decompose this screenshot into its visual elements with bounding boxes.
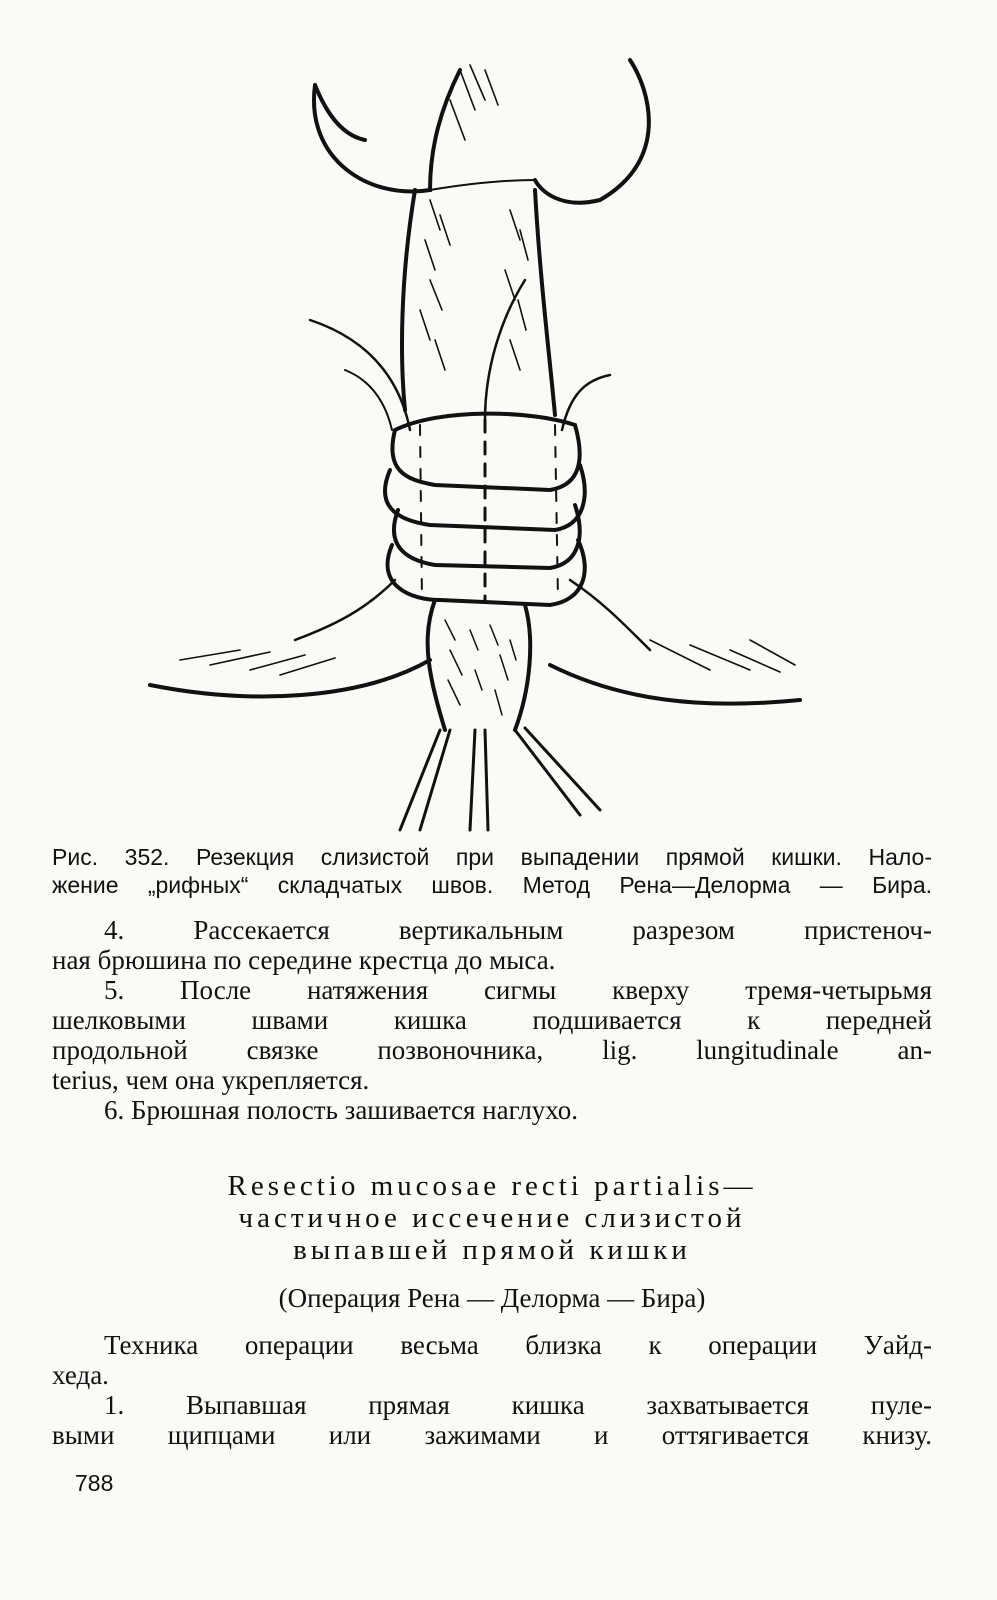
technique-line-2: хеда. (52, 1360, 109, 1390)
technique-line-1: Техника операции весьма близка к операции Уайд- (104, 1330, 932, 1360)
step-5-line-1: 5. После натяжения сигмы кверху тремя-четырьмя (104, 975, 932, 1005)
step-6 (52, 1095, 932, 1125)
steps-bottom (52, 1330, 932, 1450)
step-5-line-4: terius, чем она укрепляется. (52, 1065, 370, 1095)
section-title-line-1: Resectio mucosae recti partialis— (227, 1170, 757, 1202)
section-subtitle: (Операция Рена — Делорма — Бира) (278, 1283, 706, 1313)
step-6-line-1: 6. Брюшная полость зашивается наглухо. (104, 1095, 579, 1125)
caption-line-1: Рис. 352. Резекция слизистой при выпадении прямой кишки. Нало- (52, 844, 932, 870)
step-1-line-1: 1. Выпавшая прямая кишка захватывается пуле- (104, 1390, 932, 1420)
step-5 (52, 975, 932, 1095)
figure-caption (52, 843, 932, 899)
step-4-line-1: 4. Рассекается вертикальным разрезом пристеноч- (104, 915, 932, 945)
step-5-line-2: шелковыми швами кишка подшивается к передней (52, 1005, 932, 1035)
step-4-line-2: ная брюшина по середине крестца до мыса. (52, 945, 556, 975)
step-4 (52, 915, 932, 975)
section-title (52, 1170, 932, 1266)
caption-line-2: жение „рифных“ складчатых швов. Метод Рена—Делорма — Бира. (52, 872, 932, 898)
step-5-line-3: продольной связке позвоночника, lig. lungitudinale an- (52, 1035, 932, 1065)
page-number: 788 (75, 1470, 114, 1496)
section-title-line-3: выпавшей прямой кишки (293, 1234, 691, 1266)
step-1 (52, 1390, 932, 1450)
section-title-line-2: частичное иссечение слизистой (238, 1202, 746, 1234)
surgical-illustration (130, 40, 850, 860)
steps-top (52, 915, 932, 1125)
technique-intro (52, 1330, 932, 1390)
step-1-line-2: выми щипцами или зажимами и оттягивается книзу. (52, 1420, 932, 1450)
